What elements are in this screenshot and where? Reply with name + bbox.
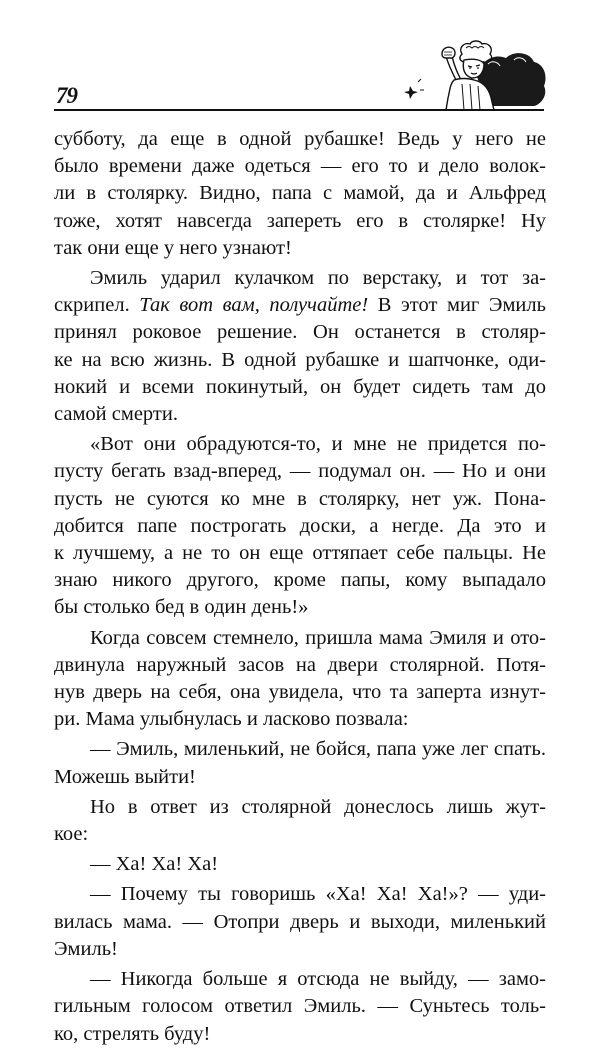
text-line: пусту бегать взад-вперед, — подумал он. — Но и они bbox=[54, 460, 546, 483]
text-line: было времени даже одеться — его то и дело волок- bbox=[54, 155, 546, 178]
paragraph-3 bbox=[54, 431, 546, 621]
text-line: — Почему ты говоришь «Ха! Ха! Ха!»? — уди- bbox=[90, 883, 546, 906]
paragraph-2 bbox=[54, 265, 546, 428]
text-line: вилась мама. — Отопри дверь и выходи, миленький bbox=[54, 910, 546, 933]
text-line: принял роковое решение. Он останется в столяр- bbox=[54, 321, 546, 344]
text-line: «Вот они обрадуются-то, и мне не придется по- bbox=[90, 433, 546, 456]
text-line: нув дверь на себя, она увидела, что та заперта изнут- bbox=[54, 681, 546, 704]
text-line: пусть не суются ко мне в столярку, нет уж. Пона- bbox=[54, 487, 546, 510]
body-text bbox=[54, 126, 546, 1051]
text-line: ри. Мама улыбнулась и ласково позвала: bbox=[54, 708, 409, 731]
text-line: субботу, да еще в одной рубашке! Ведь у него не bbox=[54, 128, 546, 150]
text-line: двинула наружный засов на двери столярной. Потя- bbox=[54, 653, 546, 676]
paragraph-4 bbox=[54, 625, 546, 734]
text-line: добится папе построгать доски, а негде. Да это и bbox=[54, 514, 546, 537]
italic-exclamation: Так вот вам, получайте! bbox=[139, 294, 369, 317]
text-line: Когда совсем стемнело, пришла мама Эмиля и ото- bbox=[90, 626, 546, 649]
text-line: — Никогда больше я отсюда не выйду, — замо- bbox=[90, 968, 546, 991]
text-line: к лучшему, а не то он еще оттяпает себе пальцы. Не bbox=[54, 542, 546, 565]
text-segment: скрипел. bbox=[54, 294, 140, 317]
text-line: так они еще у него узнают! bbox=[54, 236, 292, 259]
text-line: бы столько бед в один день!» bbox=[54, 596, 309, 619]
text-line: Но в ответ из столярной донеслось лишь жут- bbox=[90, 795, 546, 818]
text-line: нокий и всеми покинутый, он будет сидеть там до bbox=[54, 375, 546, 398]
text-line: ке на всю жизнь. В одной рубашке и шапчонке, оди- bbox=[54, 348, 546, 371]
text-line: гильным голосом ответил Эмиль. — Суньтесь толь- bbox=[54, 995, 546, 1018]
text-line: ли в столярку. Видно, папа с мамой, да и Альфред bbox=[54, 182, 546, 205]
text-line: кое: bbox=[54, 823, 89, 846]
paragraph-8 bbox=[54, 881, 546, 963]
paragraph-7 bbox=[54, 851, 546, 878]
text-line: — Ха! Ха! Ха! bbox=[90, 853, 219, 876]
paragraph-5 bbox=[54, 736, 546, 790]
paragraph-1 bbox=[54, 126, 546, 262]
text-line: знаю никого другого, кроме папы, кому выпадало bbox=[54, 569, 546, 592]
page-header bbox=[54, 40, 550, 112]
paragraph-6 bbox=[54, 794, 546, 848]
text-segment: В этот миг Эмиль bbox=[368, 294, 546, 317]
text-line: самой смерти. bbox=[54, 403, 178, 426]
paragraph-9 bbox=[54, 966, 546, 1048]
text-line: тоже, хотят навсегда запереть его в столярке! Ну bbox=[54, 209, 546, 232]
text-line bbox=[54, 292, 546, 319]
page-number: 79 bbox=[56, 83, 77, 108]
emil-illustration bbox=[384, 40, 550, 112]
text-line: Эмиль ударил кулачком по верстаку, и тот за- bbox=[90, 267, 546, 290]
text-line: ко, стрелять буду! bbox=[54, 1022, 211, 1045]
header-rule bbox=[54, 109, 544, 111]
text-line: Эмиль! bbox=[54, 937, 118, 960]
text-line: Можешь выйти! bbox=[54, 765, 196, 788]
text-line: — Эмиль, миленький, не бойся, папа уже лег спать. bbox=[90, 738, 546, 761]
